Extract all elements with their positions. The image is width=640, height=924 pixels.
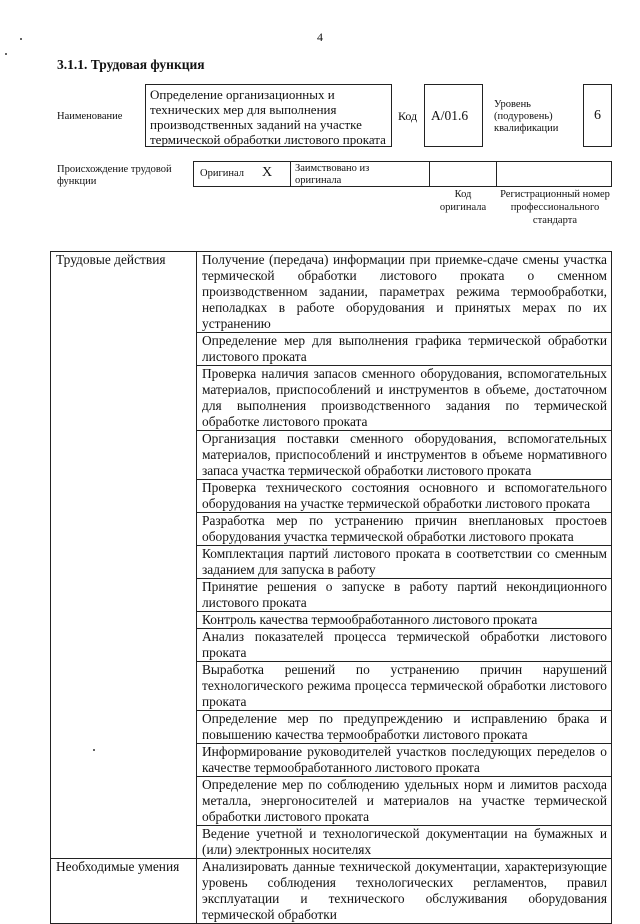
labor-action: Разработка мер по устранению причин внеплановых простоев оборудования участка термической обработки листового проката <box>197 513 612 546</box>
labor-action: Комплектация партий листового проката в соответствии со сменным заданием для запуска в работу <box>197 546 612 579</box>
table-row <box>51 252 612 333</box>
labor-action: Ведение учетной и технологической документации на бумажных и (или) электронных носителях <box>197 826 612 859</box>
labor-action: Проверка технического состояния основного и вспомогательного оборудования на участке термической обработки листового проката <box>197 480 612 513</box>
table-row <box>51 859 612 924</box>
scan-speck <box>5 53 7 55</box>
labor-action: Принятие решения о запуске в работу партий некондиционного листового проката <box>197 579 612 612</box>
reg-number-box <box>496 161 612 187</box>
page-number: 4 <box>317 30 323 44</box>
code-box <box>424 84 483 147</box>
original-mark: X <box>262 165 273 180</box>
labor-action: Выработка решений по устранению причин нарушений технологического режима процесса термической обработки листового проката <box>197 662 612 711</box>
name-label: Наименование <box>57 111 123 122</box>
name-box <box>145 84 392 147</box>
labor-action: Организация поставки сменного оборудования, вспомогательных материалов, приспособлений и инструментов в объеме нормативного запаса участка термической обработки листового проката <box>197 431 612 480</box>
reg-caption: Регистрационный номер профессионального стандарта <box>500 189 610 226</box>
labor-action: Получение (передача) информации при приемке-сдаче смены участка термической обработки листового проката о сменном производственном задании, параметрах режима термообработки, неполадках в работе оборудования и принятых мерах по их устранению <box>197 252 612 333</box>
level-value: 6 <box>594 108 601 123</box>
original-label: Оригинал <box>200 168 244 179</box>
labor-action: Информирование руководителей участков последующих переделов о качестве термообработанного листового проката <box>197 744 612 777</box>
name-value: Определение организационных и технических мер для выполнения производственных заданий на участке термической обработки листового проката <box>150 87 386 147</box>
borrowed-label: Заимствовано из оригинала <box>295 163 370 186</box>
required-skill: Анализировать данные технической документации, характеризующие уровень соблюдения технологических регламентов, правил эксплуатации и технического обслуживания оборудования термической обработки <box>197 859 612 924</box>
original-box <box>193 161 291 187</box>
section-heading: 3.1.1. Трудовая функция <box>57 57 205 72</box>
labor-action: Определение мер по соблюдению удельных норм и лимитов расхода металла, энергоносителей и материалов на участке термической обработки листового проката <box>197 777 612 826</box>
labor-action: Анализ показателей процесса термической обработки листового проката <box>197 629 612 662</box>
level-box <box>583 84 612 147</box>
code-caption: Код оригинала <box>439 189 487 213</box>
scan-speck <box>20 38 22 40</box>
scan-speck <box>93 749 95 751</box>
section-label: Необходимые умения <box>51 859 197 924</box>
labor-action: Определение мер по предупреждению и исправлению брака и повышению качества термообработки листового проката <box>197 711 612 744</box>
labor-action: Контроль качества термообработанного листового проката <box>197 612 612 629</box>
function-table <box>50 251 612 924</box>
labor-action: Определение мер для выполнения графика термической обработки листового проката <box>197 333 612 366</box>
level-label: Уровень (подуровень) квалификации <box>494 99 559 134</box>
code-value: A/01.6 <box>431 108 469 123</box>
section-label: Трудовые действия <box>51 252 197 859</box>
origin-label: Происхождение трудовой функции <box>57 164 172 187</box>
borrowed-box <box>290 161 430 187</box>
code-label: Код <box>398 109 418 123</box>
origin-code-box <box>429 161 497 187</box>
labor-action: Проверка наличия запасов сменного оборудования, вспомогательных материалов, приспособлений и инструментов в объеме, достаточном для выполнения производственного задания по термической обработке листового проката <box>197 366 612 431</box>
